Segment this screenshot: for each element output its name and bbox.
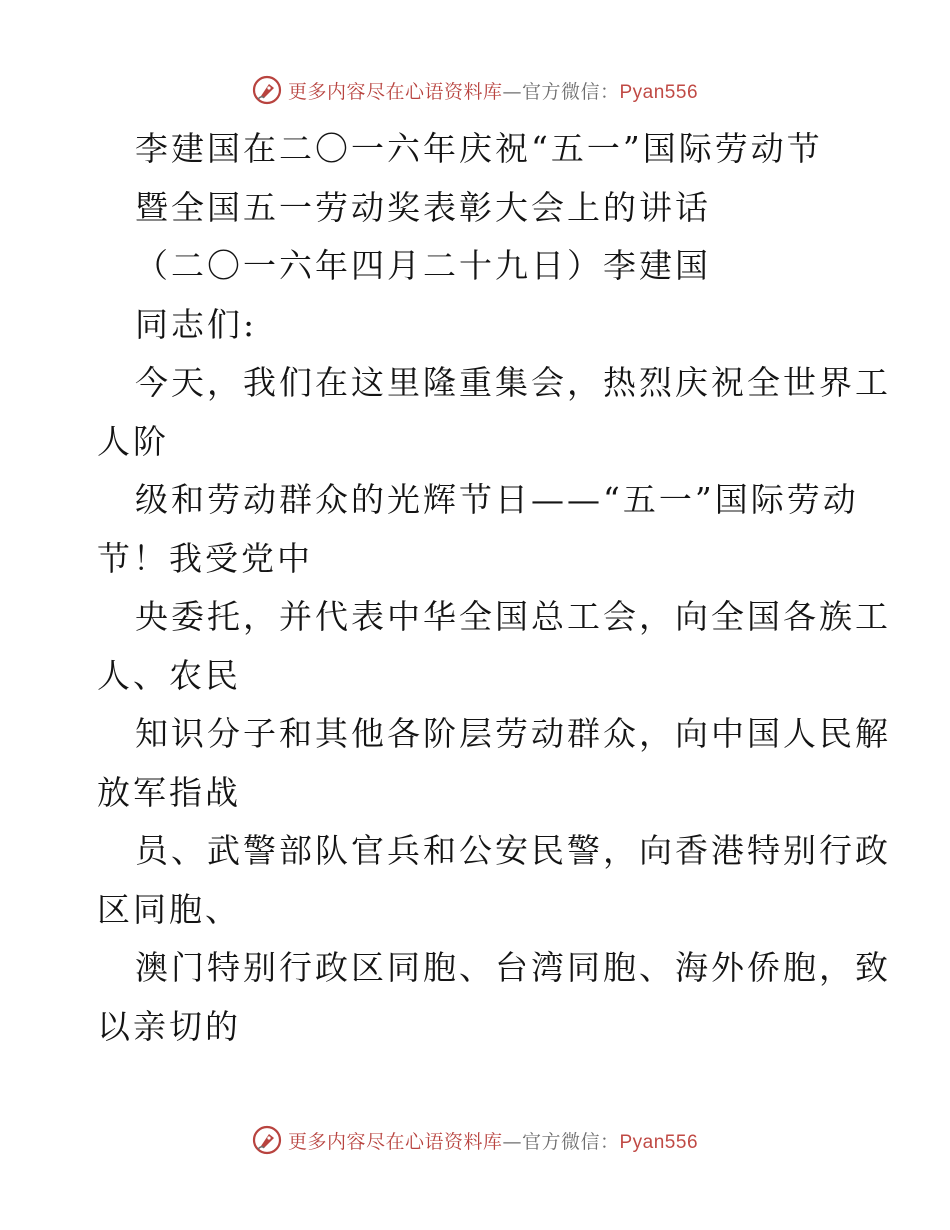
text-line: （二〇一六年四月二十九日）李建国 — [135, 246, 711, 285]
watermark-site-text: 更多内容尽在心语资料库 — [287, 1130, 503, 1153]
text-line: 人阶 — [97, 421, 169, 461]
document-body — [97, 120, 891, 1056]
text-line: 员、武警部队官兵和公安民警，向香港特别行政 — [135, 831, 891, 870]
watermark-dash: — — [502, 80, 522, 103]
header-watermark — [0, 70, 950, 110]
text-line: 央委托，并代表中华全国总工会，向全国各族工 — [135, 597, 891, 636]
text-line: 同志们: — [135, 304, 258, 344]
text-line: 今天，我们在这里隆重集会，热烈庆祝全世界工 — [135, 363, 891, 402]
text-line: 以亲切的 — [97, 1006, 241, 1046]
pen-nib-logo-icon — [252, 75, 282, 105]
watermark-official-label: 官方微信： — [521, 1130, 620, 1153]
watermark-site-text: 更多内容尽在心语资料库 — [287, 80, 503, 103]
footer-watermark — [0, 1120, 950, 1160]
text-line: 暨全国五一劳动奖表彰大会上的讲话 — [135, 187, 711, 227]
text-line: 放军指战 — [97, 772, 241, 812]
watermark-text — [288, 77, 698, 104]
text-line: 人、农民 — [97, 655, 241, 695]
watermark-official-label: 官方微信： — [521, 80, 620, 103]
text-line: 李建国在二〇一六年庆祝“五一”国际劳动节 — [135, 129, 823, 168]
watermark-wechat-id: Pyan556 — [619, 81, 699, 103]
text-line: 知识分子和其他各阶层劳动群众，向中国人民解 — [135, 714, 891, 753]
watermark-text — [288, 1127, 698, 1154]
text-line: 级和劳动群众的光辉节日——“五一”国际劳动 — [135, 480, 859, 519]
watermark-wechat-id: Pyan556 — [619, 1131, 699, 1153]
text-line: 区同胞、 — [97, 889, 241, 929]
watermark-dash: — — [502, 1130, 522, 1153]
text-line: 澳门特别行政区同胞、台湾同胞、海外侨胞，致 — [135, 948, 891, 987]
text-line: 节！我受党中 — [97, 538, 313, 578]
pen-nib-logo-icon — [252, 1125, 282, 1155]
